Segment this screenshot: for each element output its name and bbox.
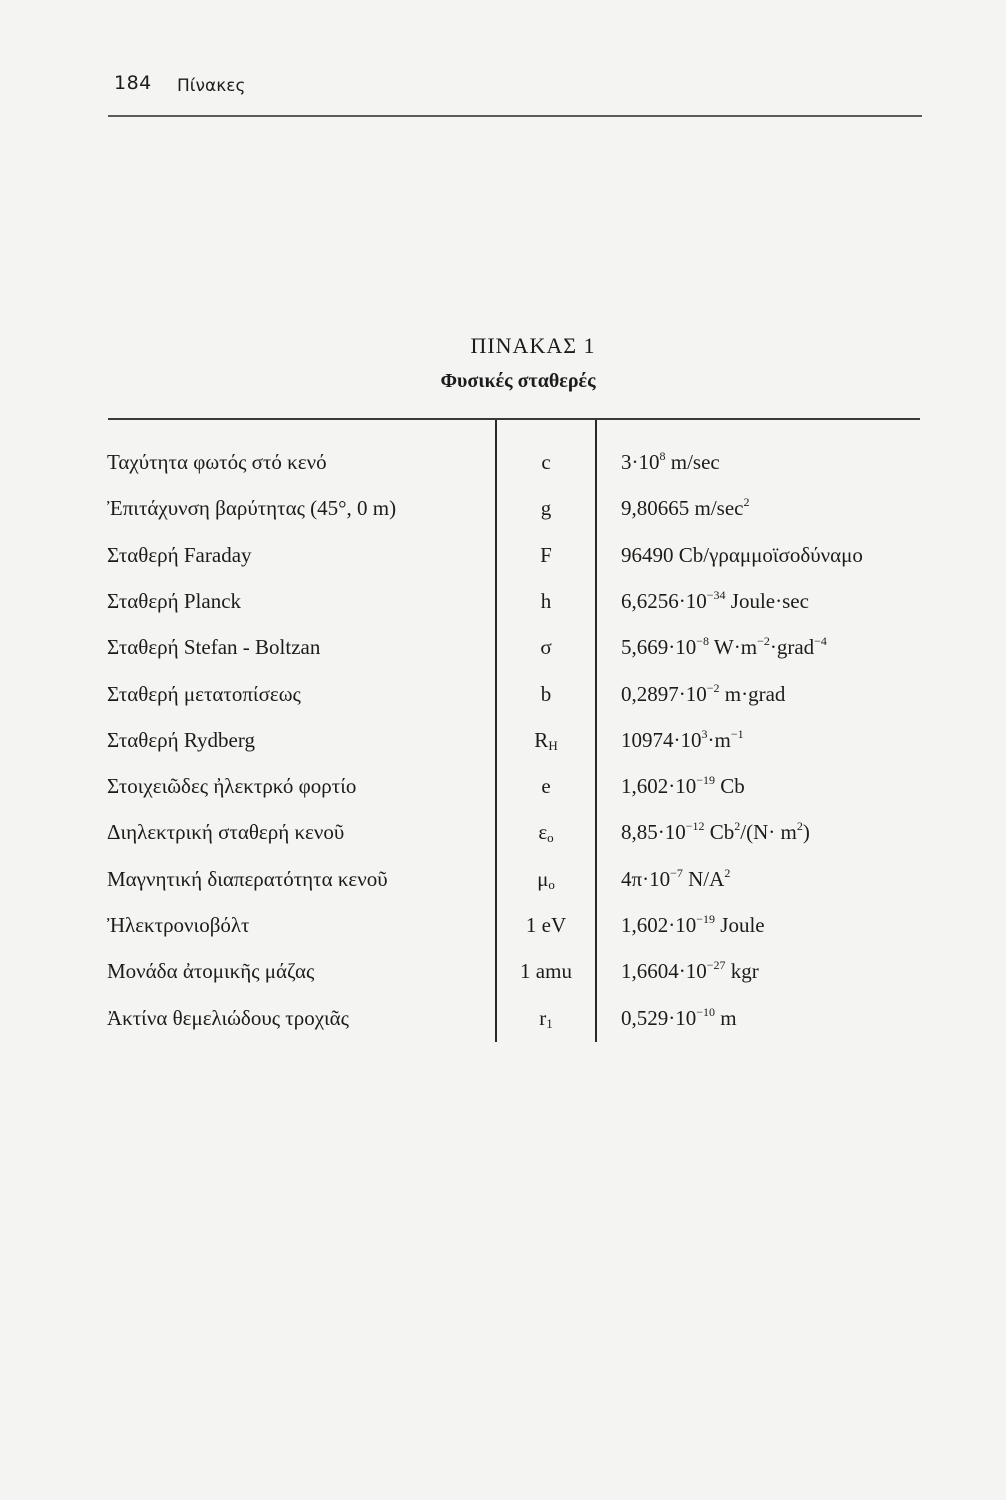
constant-name: Σταθερή Rydberg [107, 727, 255, 752]
constant-value: $1,602\cdot 10^{-19}$ Joule [621, 912, 765, 937]
constant-name: Σταθερή μετατοπίσεως [107, 681, 301, 706]
table-top-rule [108, 418, 920, 420]
table-row [0, 543, 1006, 583]
constant-symbol: b [540, 681, 552, 706]
constant-value: $0,2897\cdot 10^{-2}$ m·grad [621, 680, 786, 706]
running-head: Πίνακες [177, 76, 246, 96]
constant-value: 96490 Cb/γραμμοϊσοδύναμο [621, 542, 863, 567]
constant-name: Ἀκτίνα θεμελιώδους τροχιᾶς [107, 1005, 350, 1030]
constant-name: Σταθερή Faraday [107, 542, 252, 567]
constant-value: $1,602\cdot 10^{-19}$ Cb [621, 773, 745, 799]
constant-symbol: h [540, 588, 552, 613]
page-number: 184 [114, 72, 152, 94]
table-row [0, 867, 1006, 907]
table-title: ΠΙΝΑΚΑΣ 1 [470, 333, 596, 358]
table-row [0, 913, 1006, 953]
constant-value: $1,6604\cdot 10^{-27}$ kgr [621, 958, 759, 984]
table-row [0, 635, 1006, 675]
table-row [0, 959, 1006, 999]
constant-name: Σταθερή Planck [107, 588, 242, 613]
constant-name: Διηλεκτρική σταθερή κενοῦ [107, 820, 345, 845]
table-row [0, 450, 1006, 490]
constant-name: Σταθερή Stefan - Boltzan [107, 635, 321, 660]
table-row [0, 1006, 1006, 1046]
constant-value: $4\pi\cdot 10^{-7}$ $N/A^2$ [621, 865, 731, 891]
constant-symbol: 1 amu [520, 959, 572, 984]
constant-symbol: σ [540, 635, 552, 660]
constant-symbol: $\mu_o$ [537, 866, 555, 892]
table-row [0, 589, 1006, 629]
constant-symbol: $r_1$ [539, 1005, 553, 1031]
constant-name: Ἐπιτάχυνση βαρύτητας (45°, 0 m) [107, 496, 397, 521]
constant-symbol: F [540, 542, 552, 567]
constant-symbol: 1 eV [525, 913, 567, 937]
table-row [0, 820, 1006, 860]
constant-value: $8,85\cdot 10^{-12}$ $Cb^2/(N\cdot m^2)$ [621, 819, 810, 845]
constant-value: $5,669\cdot 10^{-8}$ $W\cdot m^{-2}\cdot grad^{-4}$ [621, 634, 827, 660]
constant-value: $0,529\cdot 10^{-10}$ m [621, 1004, 737, 1030]
table-row [0, 682, 1006, 722]
constant-value: $3\cdot 10^8$ m/sec [621, 449, 720, 474]
header-rule [108, 115, 922, 117]
constant-symbol: $\varepsilon_o$ [538, 820, 554, 846]
constant-symbol: g [540, 496, 552, 521]
constant-name: Ταχύτητα φωτός στό κενό [107, 450, 327, 474]
table-subtitle: Φυσικές σταθερές [440, 370, 596, 392]
table-row [0, 774, 1006, 814]
table-row [0, 496, 1006, 536]
constant-value: 9,80665 $m/\sec^2$ [621, 495, 750, 521]
constant-name: Στοιχειῶδες ἠλεκτρκό φορτίο [107, 774, 357, 799]
constant-name: Ἠλεκτρονιοβόλτ [107, 913, 250, 937]
constant-symbol: c [541, 450, 551, 474]
constant-symbol: $R_H$ [534, 727, 558, 753]
constant-name: Μονάδα ἀτομικῆς μάζας [107, 959, 315, 984]
constant-value: $10974\cdot 10^3\cdot m^{-1}$ [621, 726, 744, 752]
constant-symbol: e [541, 774, 551, 799]
table-row [0, 728, 1006, 768]
constant-value: $6,6256\cdot 10^{-34}$ Joule·sec [621, 587, 809, 613]
constant-name: Μαγνητική διαπερατότητα κενοῦ [107, 866, 388, 891]
